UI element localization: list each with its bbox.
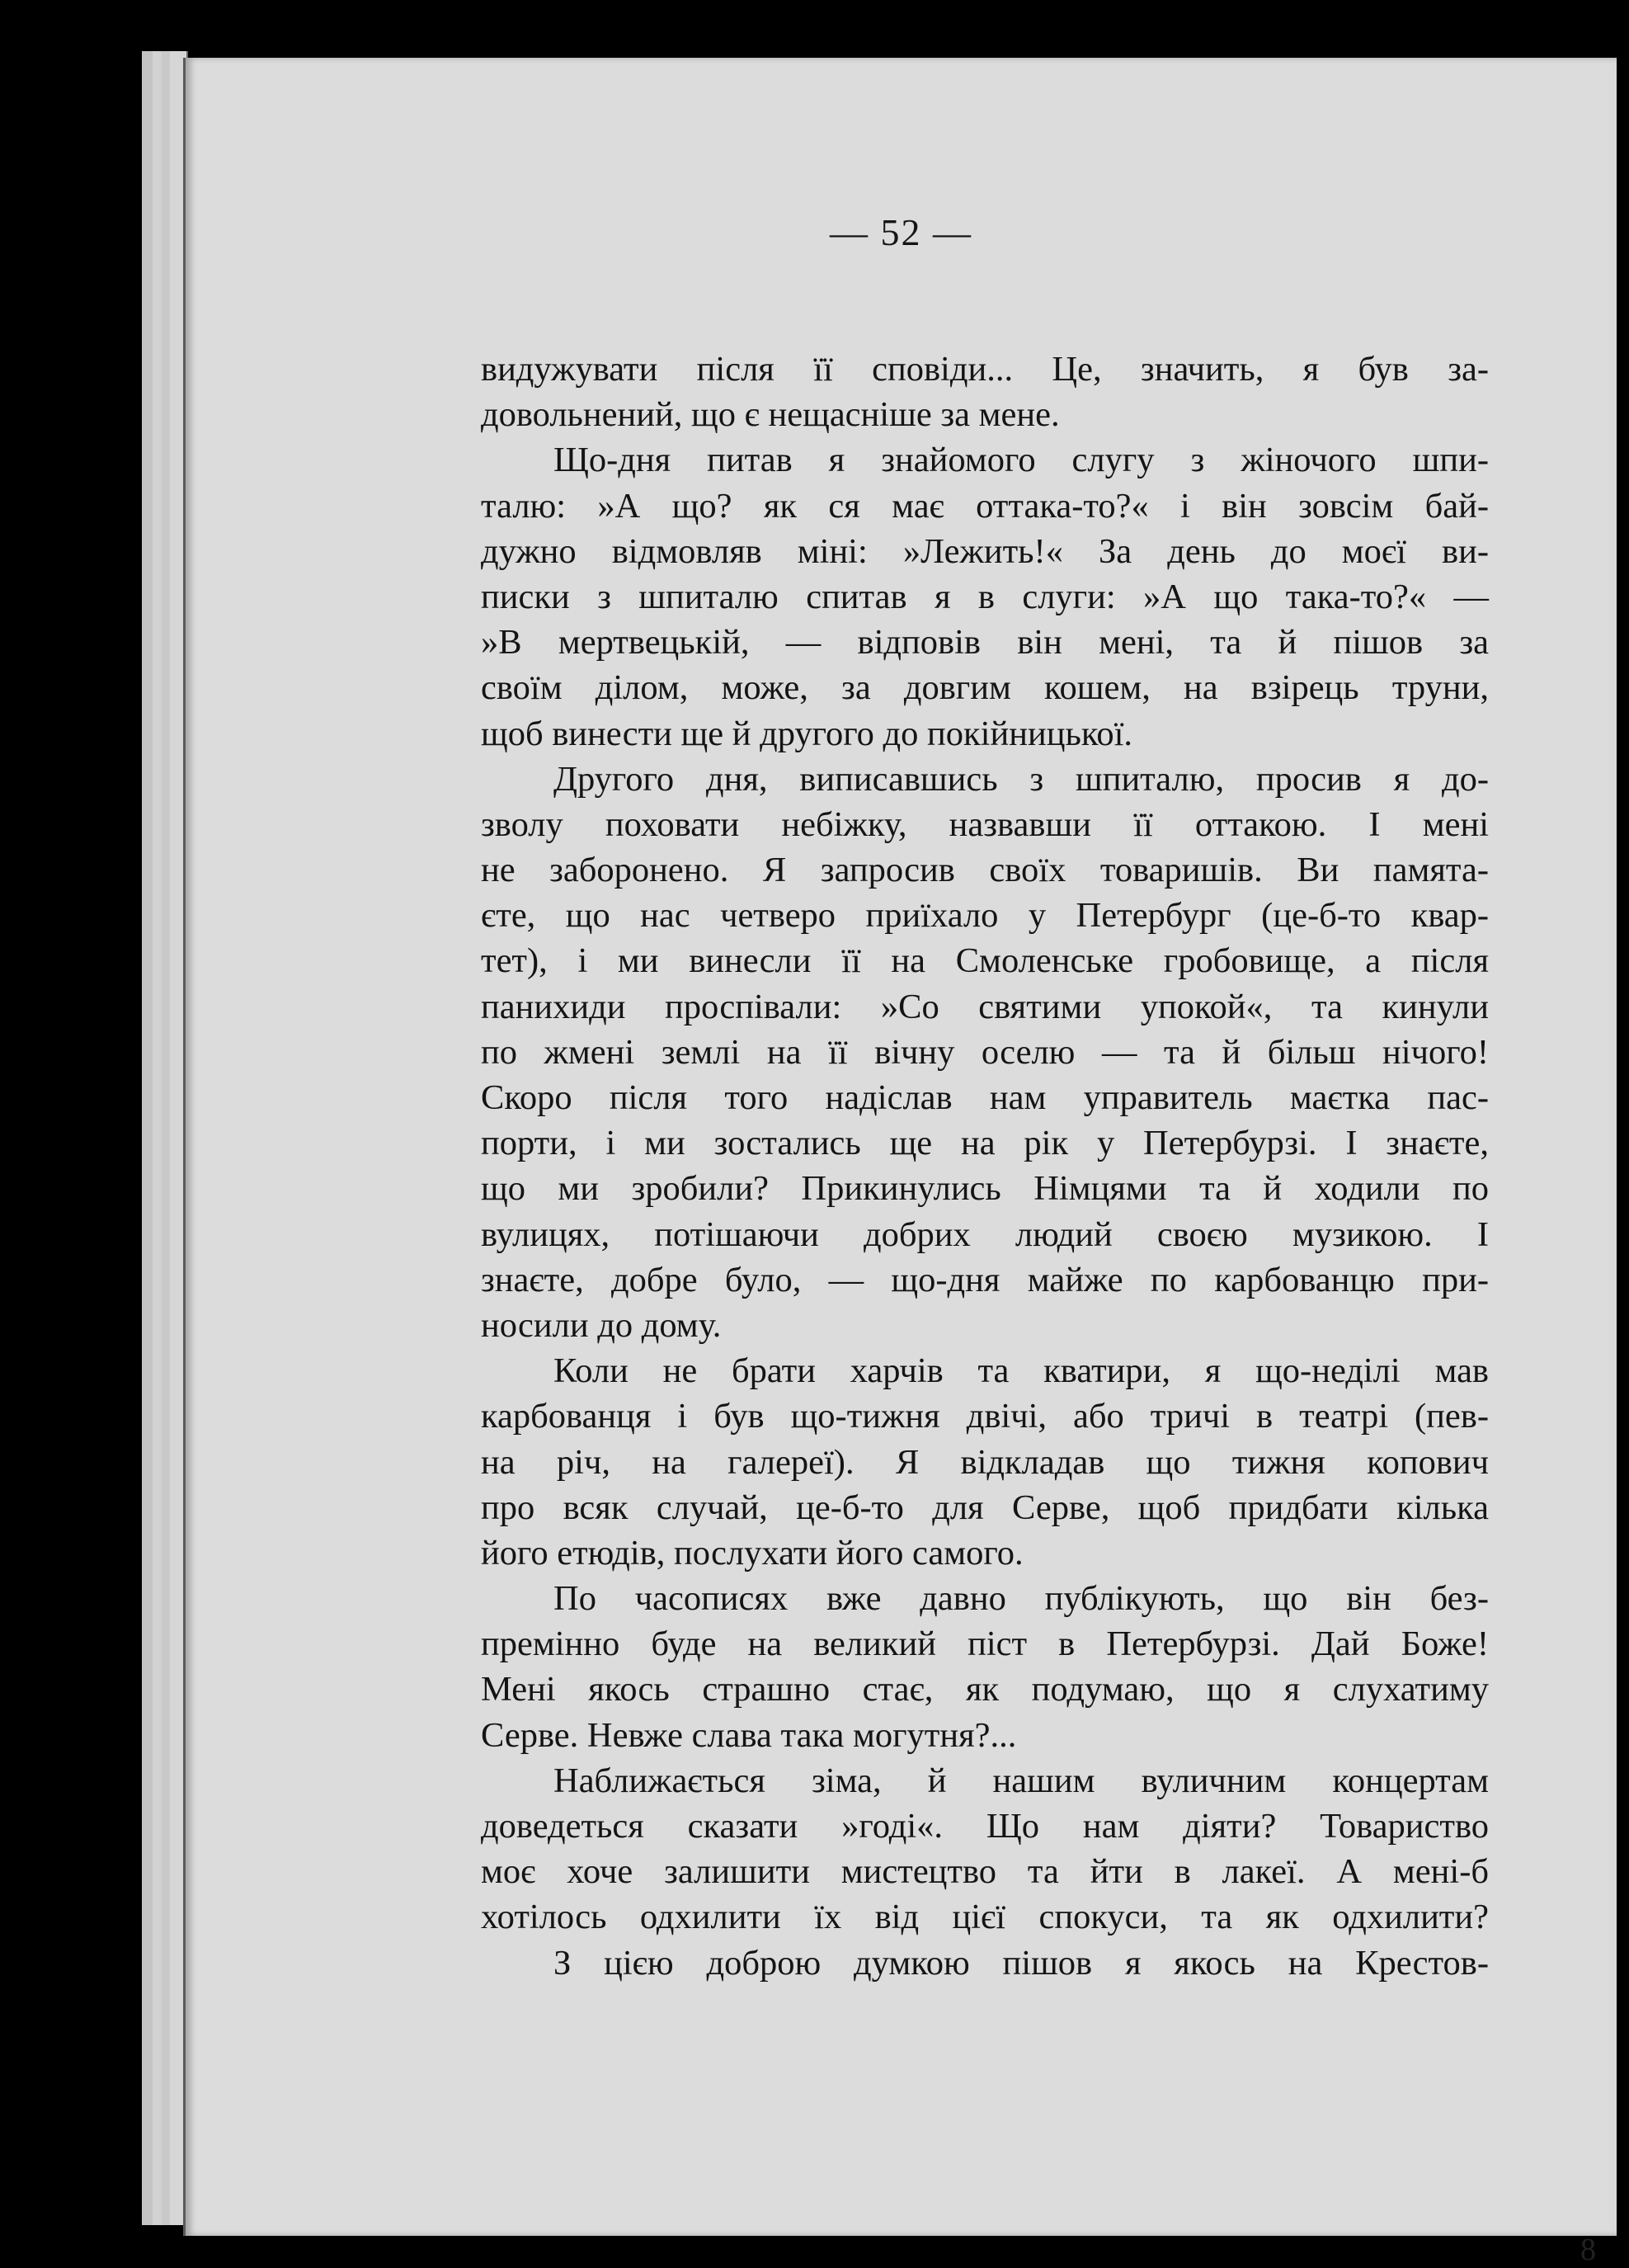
text-line: носили до дому. (481, 1305, 722, 1345)
text-line: тет), і ми винесли її на Смоленське гробовище, а після (481, 941, 1489, 981)
text-line: не заборонено. Я запросив своїх товаришів. Ви памята- (481, 851, 1489, 890)
text-line: Мені якось страшно стає, як подумаю, що я слухатиму (481, 1670, 1489, 1709)
text-line: З цією доброю думкою пішов я якось на Крестов- (553, 1943, 1489, 1983)
text-line: що ми зробили? Прикинулись Німцями та й ходили по (481, 1169, 1489, 1209)
text-line: вулицях, потішаючи добрих людий своєю музикою. І (481, 1214, 1489, 1254)
text-line: єте, що нас четверо приїхало у Петербург (це-б-то квар- (481, 896, 1489, 936)
text-line: Другого дня, виписавшись з шпиталю, просив я до- (553, 759, 1489, 799)
text-line: Наближається зіма, й нашим вуличним концертам (553, 1761, 1489, 1800)
text-line: його етюдів, послухати його самого. (481, 1533, 1024, 1573)
page-number: — 52 — (830, 211, 972, 253)
text-line: про всяк случай, це-б-то для Серве, щоб придбати кілька (481, 1488, 1489, 1527)
text-line: панихиди проспівали: »Со святими упокой«, та кинули (481, 987, 1489, 1026)
corner-mark: 8 (1580, 2233, 1596, 2267)
text-line: »В мертвецькій, — відповів він мені, та й пішов за (481, 623, 1489, 662)
text-line: довольнений, що є нещасніше за мене. (481, 395, 1060, 435)
text-line: доведеться сказати »годі«. Що нам діяти? Товариство (481, 1807, 1489, 1846)
text-line: Скоро після того надіслав нам управитель маєтка пас- (481, 1078, 1489, 1117)
text-line: по жмені землі на її вічну оселю — та й більш нічого! (481, 1032, 1489, 1072)
text-line: Що-дня питав я знайомого слугу з жіночого шпи- (553, 441, 1489, 480)
text-line: карбованця і був що-тижня двічі, або тричі в театрі (пев- (481, 1397, 1489, 1436)
text-line: Коли не брати харчів та кватири, я що-неділі мав (553, 1351, 1489, 1391)
text-line: на річ, на галереї). Я відкладав що тижня копович (481, 1442, 1489, 1482)
text-line: своїм ділом, може, за довгим кошем, на взірець труни, (481, 668, 1489, 708)
text-line: зволу поховати небіжку, назвавши її оттакою. І мені (481, 804, 1489, 844)
text-line: талю: »А що? як ся має оттака-то?« і він зовсім бай- (481, 486, 1489, 526)
text-line: моє хоче залишити мистецтво та йти в лакеї. А мені-б (481, 1852, 1489, 1892)
book-page (183, 58, 1617, 2236)
body-text (481, 347, 1489, 1986)
text-line: премінно буде на великий піст в Петербурзі. Дай Боже! (481, 1624, 1489, 1664)
text-line: Серве. Невже слава така могутня?... (481, 1715, 1017, 1755)
text-line: По часописях вже давно публікують, що він без- (553, 1579, 1489, 1619)
text-line: писки з шпиталю спитав я в слуги: »А що така-то?« — (481, 577, 1489, 616)
text-line: дужно відмовляв міні: »Лежить!« За день до моєї ви- (481, 531, 1489, 571)
text-line: порти, і ми зостались ще на рік у Петербурзі. І знаєте, (481, 1124, 1489, 1163)
text-line: хотілось одхилити їх від цієї спокуси, та як одхилити? (481, 1898, 1489, 1937)
text-line: знаєте, добре було, — що-дня майже по карбованцю при- (481, 1260, 1489, 1299)
text-line: щоб винести ще й другого до покійницької. (481, 714, 1133, 753)
text-line: видужувати після її сповіди... Це, значить, я був за- (481, 350, 1489, 389)
